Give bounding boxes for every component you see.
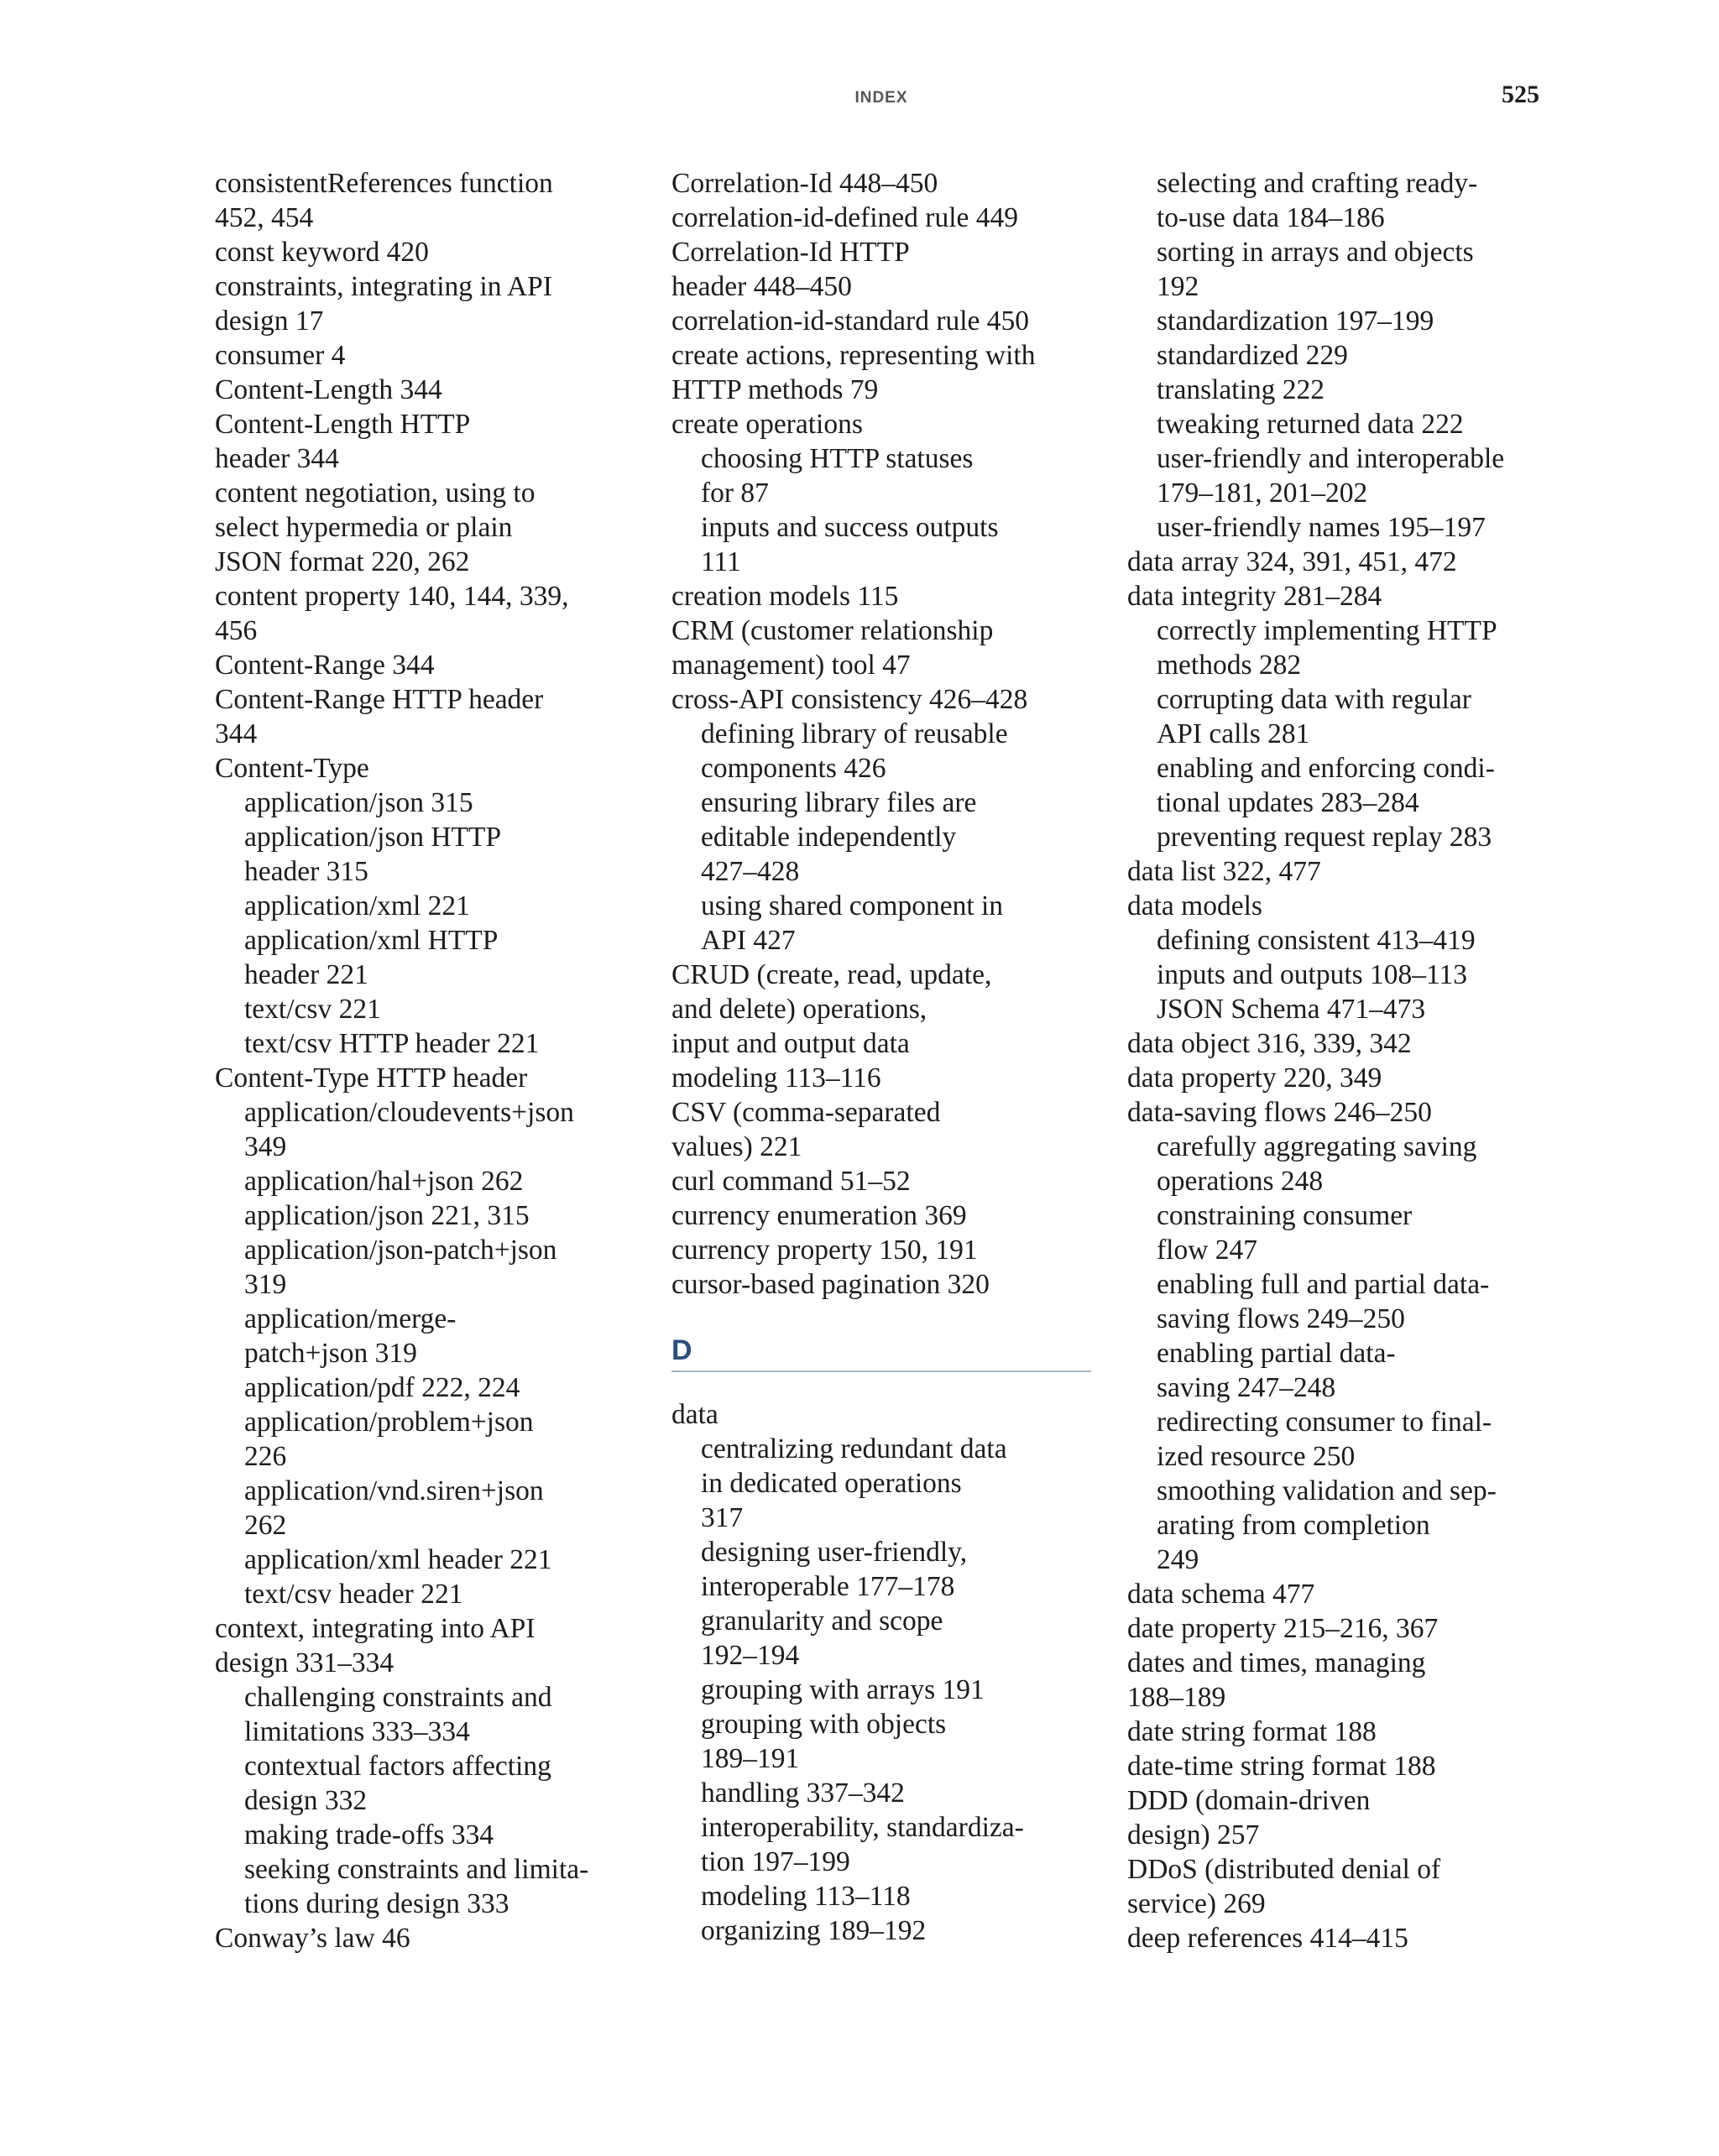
index-subentry xyxy=(671,1535,1091,1604)
index-subentry xyxy=(215,1852,635,1921)
index-subentry xyxy=(1127,958,1555,992)
index-subentry xyxy=(671,1810,1091,1879)
index-entry-line: CRUD (create, read, update, xyxy=(671,959,992,990)
index-entry xyxy=(215,751,635,786)
index-entry-line: data xyxy=(671,1399,718,1430)
index-entry xyxy=(1127,1026,1555,1061)
index-entry-line: DDD (domain-driven xyxy=(1127,1785,1371,1816)
index-entry-line: application/problem+json xyxy=(244,1407,534,1438)
index-entry-line: 456 xyxy=(215,615,258,646)
index-entry-line: application/cloudevents+json xyxy=(244,1097,574,1128)
index-entry-line: creation models 115 xyxy=(671,581,899,612)
index-entry xyxy=(1127,1921,1555,1955)
index-entry xyxy=(671,1095,1091,1164)
index-entry xyxy=(671,1198,1091,1233)
index-subentry xyxy=(671,1776,1091,1810)
index-subentry xyxy=(215,1198,635,1233)
index-entry xyxy=(215,166,635,235)
index-entry-line: text/csv 221 xyxy=(244,994,381,1025)
index-entry-line: date property 215–216, 367 xyxy=(1127,1613,1439,1644)
index-entry-line: centralizing redundant data xyxy=(701,1433,1007,1464)
index-entry-line: corrupting data with regular xyxy=(1157,684,1471,715)
index-entry-line: management) tool 47 xyxy=(671,650,911,681)
index-entry-line: design) 257 xyxy=(1127,1819,1260,1851)
index-entry-line: operations 248 xyxy=(1157,1166,1324,1197)
index-subentry xyxy=(1127,441,1555,510)
index-subentry xyxy=(215,923,635,992)
index-entry-line: 179–181, 201–202 xyxy=(1157,478,1368,509)
index-subentry xyxy=(1127,1336,1555,1405)
index-entry-line: currency enumeration 369 xyxy=(671,1200,967,1231)
index-subentry xyxy=(215,1164,635,1198)
index-entry xyxy=(671,201,1091,235)
index-subentry xyxy=(215,1577,635,1611)
index-entry-line: defining library of reusable xyxy=(701,718,1008,749)
index-entry xyxy=(1127,1611,1555,1646)
index-entry xyxy=(215,1921,635,1955)
index-entry-line: modeling 113–118 xyxy=(701,1881,911,1912)
index-entry-line: application/merge- xyxy=(244,1303,457,1334)
index-entry-line: arating from completion xyxy=(1157,1510,1430,1541)
index-subentry xyxy=(215,1233,635,1302)
index-entry xyxy=(671,304,1091,338)
index-entry-line: carefully aggregating saving xyxy=(1157,1131,1477,1162)
index-entry-line: data array 324, 391, 451, 472 xyxy=(1127,546,1457,577)
index-entry-line: application/xml 221 xyxy=(244,890,470,921)
index-entry xyxy=(215,1611,635,1680)
index-entry-line: tion 197–199 xyxy=(701,1846,850,1877)
index-entry-line: application/json-patch+json xyxy=(244,1235,557,1266)
index-subentry xyxy=(1127,751,1555,820)
index-entry-line: user-friendly and interoperable xyxy=(1157,443,1505,474)
index-entry-line: defining consistent 413–419 xyxy=(1157,925,1476,956)
index-entry-line: consumer 4 xyxy=(215,340,346,371)
index-entry xyxy=(671,235,1091,304)
index-entry-line: granularity and scope xyxy=(701,1605,943,1637)
index-entry xyxy=(1127,579,1555,613)
index-subentry xyxy=(1127,1474,1555,1577)
index-entry-line: grouping with arrays 191 xyxy=(701,1674,985,1705)
index-entry-line: enabling partial data- xyxy=(1157,1338,1396,1369)
index-entry-line: service) 269 xyxy=(1127,1888,1266,1919)
index-entry-line: application/xml HTTP xyxy=(244,925,499,956)
index-subentry xyxy=(215,1680,635,1749)
index-entry-line: CSV (comma-separated xyxy=(671,1097,941,1128)
index-entry-line: 188–189 xyxy=(1127,1682,1226,1713)
index-entry-line: select hypermedia or plain xyxy=(215,512,513,543)
index-entry xyxy=(671,1233,1091,1267)
index-entry-line: API 427 xyxy=(701,925,796,956)
index-entry-line: 349 xyxy=(244,1131,287,1162)
index-entry-line: content negotiation, using to xyxy=(215,478,536,509)
index-subentry xyxy=(215,1749,635,1818)
index-column-2 xyxy=(671,166,1091,1948)
index-entry-line: application/json HTTP xyxy=(244,822,502,853)
index-entry-line: application/vnd.siren+json xyxy=(244,1475,544,1506)
index-entry-line: cursor-based pagination 320 xyxy=(671,1269,990,1300)
index-subentry xyxy=(671,786,1091,889)
index-entry-line: components 426 xyxy=(701,753,886,784)
index-entry-line: Content-Range HTTP header xyxy=(215,684,544,715)
index-subentry xyxy=(215,1370,635,1405)
index-subentry xyxy=(1127,613,1555,682)
index-entry-line: CRM (customer relationship xyxy=(671,615,994,646)
index-entry-line: API calls 281 xyxy=(1157,718,1310,749)
index-entry-line: text/csv HTTP header 221 xyxy=(244,1028,540,1059)
index-entry-line: enabling full and partial data- xyxy=(1157,1269,1490,1300)
index-entry-line: ized resource 250 xyxy=(1157,1441,1356,1472)
index-entry xyxy=(671,1164,1091,1198)
index-entry-line: selecting and crafting ready- xyxy=(1157,168,1478,199)
index-subentry xyxy=(1127,1198,1555,1267)
index-entry-line: values) 221 xyxy=(671,1131,802,1162)
index-entry-line: 427–428 xyxy=(701,856,800,887)
index-entry xyxy=(215,235,635,269)
index-entry-line: DDoS (distributed denial of xyxy=(1127,1854,1441,1885)
index-entry-line: 317 xyxy=(701,1502,744,1533)
index-entry xyxy=(671,1397,1091,1432)
index-entry xyxy=(215,373,635,407)
index-entry-line: 192 xyxy=(1157,271,1199,302)
index-entry-line: cross-API consistency 426–428 xyxy=(671,684,1028,715)
index-entry xyxy=(671,579,1091,613)
index-entry-line: tional updates 283–284 xyxy=(1157,787,1419,818)
index-entry xyxy=(671,958,1091,1095)
index-entry xyxy=(1127,889,1555,923)
index-entry-line: saving flows 249–250 xyxy=(1157,1303,1405,1334)
index-entry-line: application/hal+json 262 xyxy=(244,1166,524,1197)
index-entry-line: 319 xyxy=(244,1269,287,1300)
index-entry-line: challenging constraints and xyxy=(244,1682,552,1713)
index-entry xyxy=(1127,1715,1555,1749)
index-entry xyxy=(215,648,635,682)
index-subentry xyxy=(671,441,1091,510)
index-subentry xyxy=(671,889,1091,958)
index-subentry xyxy=(215,1543,635,1577)
index-entry-line: JSON Schema 471–473 xyxy=(1157,994,1426,1025)
index-entry-line: 249 xyxy=(1157,1544,1199,1575)
index-entry-line: 226 xyxy=(244,1441,287,1472)
index-entry-line: input and output data xyxy=(671,1028,910,1059)
index-entry xyxy=(215,682,635,751)
index-entry-line: Conway’s law 46 xyxy=(215,1923,410,1954)
index-entry xyxy=(671,407,1091,441)
section-divider xyxy=(671,1370,1091,1372)
index-entry-line: content property 140, 144, 339, xyxy=(215,581,569,612)
index-subentry xyxy=(215,1405,635,1474)
index-subentry xyxy=(215,1818,635,1852)
index-entry-line: using shared component in xyxy=(701,890,1004,921)
index-entry-line: standardized 229 xyxy=(1157,340,1348,371)
index-entry-line: design 331–334 xyxy=(215,1647,394,1678)
index-entry-line: application/json 221, 315 xyxy=(244,1200,530,1231)
index-entry xyxy=(1127,1646,1555,1715)
index-entry-line: design 17 xyxy=(215,305,324,337)
index-entry-line: constraints, integrating in API xyxy=(215,271,552,302)
index-entry-line: header 315 xyxy=(244,856,368,887)
index-entry xyxy=(215,579,635,648)
index-subentry xyxy=(215,820,635,889)
index-entry-line: inputs and success outputs xyxy=(701,512,999,543)
index-entry-line: making trade-offs 334 xyxy=(244,1819,494,1851)
index-entry-line: designing user-friendly, xyxy=(701,1537,968,1568)
index-entry-line: user-friendly names 195–197 xyxy=(1157,512,1486,543)
index-entry-line: saving 247–248 xyxy=(1157,1372,1336,1403)
index-entry-line: ensuring library files are xyxy=(701,787,977,818)
index-entry xyxy=(215,269,635,338)
index-entry-line: seeking constraints and limita- xyxy=(244,1854,589,1885)
index-subentry xyxy=(1127,1267,1555,1336)
index-entry-line: Content-Length 344 xyxy=(215,374,442,405)
index-subentry xyxy=(215,1095,635,1164)
index-subentry xyxy=(671,1913,1091,1948)
index-entry-line: modeling 113–116 xyxy=(671,1062,881,1094)
index-entry-line: header 344 xyxy=(215,443,339,474)
index-entry-line: patch+json 319 xyxy=(244,1338,417,1369)
index-entry-line: curl command 51–52 xyxy=(671,1166,911,1197)
index-entry-line: data models xyxy=(1127,890,1262,921)
index-subentry xyxy=(671,1604,1091,1673)
index-entry-line: create operations xyxy=(671,409,863,440)
index-entry-line: inputs and outputs 108–113 xyxy=(1157,959,1468,990)
index-entry-line: create actions, representing with xyxy=(671,340,1036,371)
index-entry-line: data object 316, 339, 342 xyxy=(1127,1028,1412,1059)
index-entry-line: Content-Type xyxy=(215,753,369,784)
index-entry-line: header 221 xyxy=(244,959,368,990)
index-subentry xyxy=(215,889,635,923)
index-entry xyxy=(671,166,1091,201)
index-subentry xyxy=(671,1707,1091,1776)
index-entry-line: Correlation-Id 448–450 xyxy=(671,168,938,199)
index-entry-line: editable independently xyxy=(701,822,957,853)
index-entry xyxy=(1127,1061,1555,1095)
index-subentry xyxy=(215,1026,635,1061)
index-entry-line: tions during design 333 xyxy=(244,1888,509,1919)
index-subentry xyxy=(671,510,1091,579)
index-entry-line: application/json 315 xyxy=(244,787,473,818)
index-subentry xyxy=(1127,235,1555,304)
index-entry-line: Correlation-Id HTTP xyxy=(671,237,910,268)
index-entry-line: context, integrating into API xyxy=(215,1613,536,1644)
index-entry-line: correlation-id-defined rule 449 xyxy=(671,202,1018,233)
index-entry-line: consistentReferences function xyxy=(215,168,553,199)
index-entry-line: interoperability, standardiza- xyxy=(701,1812,1024,1843)
index-subentry xyxy=(671,1879,1091,1913)
index-entry-line: design 332 xyxy=(244,1785,368,1816)
index-entry-line: data-saving flows 246–250 xyxy=(1127,1097,1432,1128)
index-entry-line: and delete) operations, xyxy=(671,994,927,1025)
index-entry-line: header 448–450 xyxy=(671,271,852,302)
index-column-3 xyxy=(1127,166,1555,1955)
index-subentry xyxy=(1127,1405,1555,1474)
index-entry-line: JSON format 220, 262 xyxy=(215,546,470,577)
section-letter: D xyxy=(671,1334,692,1366)
index-entry xyxy=(1127,1095,1555,1130)
index-entry-line: translating 222 xyxy=(1157,374,1325,405)
index-entry-line: Content-Length HTTP xyxy=(215,409,471,440)
index-entry-line: date string format 188 xyxy=(1127,1716,1377,1747)
index-subentry xyxy=(1127,820,1555,854)
index-entry xyxy=(1127,1749,1555,1783)
index-subentry xyxy=(1127,373,1555,407)
index-entry-line: application/xml header 221 xyxy=(244,1544,552,1575)
index-entry-line: data list 322, 477 xyxy=(1127,856,1321,887)
index-subentry xyxy=(215,1474,635,1543)
index-entry xyxy=(671,1267,1091,1302)
index-entry xyxy=(1127,1577,1555,1611)
index-entry-line: flow 247 xyxy=(1157,1235,1258,1266)
index-entry-line: preventing request replay 283 xyxy=(1157,822,1492,853)
index-entry xyxy=(1127,1783,1555,1852)
index-subentry xyxy=(215,786,635,820)
index-column-1 xyxy=(215,166,635,1955)
index-subentry xyxy=(671,1673,1091,1707)
index-entry xyxy=(1127,854,1555,889)
index-subentry xyxy=(1127,923,1555,958)
index-subentry xyxy=(215,992,635,1026)
index-subentry xyxy=(1127,407,1555,441)
index-entry-line: 452, 454 xyxy=(215,202,314,233)
index-entry-line: smoothing validation and sep- xyxy=(1157,1475,1497,1506)
index-entry-line: 344 xyxy=(215,718,258,749)
index-entry-line: data integrity 281–284 xyxy=(1127,581,1382,612)
index-entry-line: Content-Range 344 xyxy=(215,650,435,681)
index-entry-line: enabling and enforcing condi- xyxy=(1157,753,1495,784)
index-entry-line: methods 282 xyxy=(1157,650,1302,681)
index-subentry xyxy=(671,717,1091,786)
index-entry xyxy=(215,407,635,476)
index-entry-line: tweaking returned data 222 xyxy=(1157,409,1464,440)
index-entry-line: redirecting consumer to final- xyxy=(1157,1407,1492,1438)
index-entry-line: to-use data 184–186 xyxy=(1157,202,1385,233)
index-entry xyxy=(671,682,1091,717)
index-entry-line: organizing 189–192 xyxy=(701,1915,927,1946)
index-entry-line: data schema 477 xyxy=(1127,1579,1315,1610)
index-entry-line: text/csv header 221 xyxy=(244,1579,463,1610)
running-head: INDEX xyxy=(854,89,908,107)
index-subentry xyxy=(1127,338,1555,373)
index-entry-line: 262 xyxy=(244,1510,287,1541)
index-entry-line: currency property 150, 191 xyxy=(671,1235,978,1266)
index-entry-line: dates and times, managing xyxy=(1127,1647,1426,1678)
index-subentry xyxy=(215,1302,635,1370)
index-subentry xyxy=(1127,304,1555,338)
index-entry-line: 192–194 xyxy=(701,1640,800,1671)
index-subentry xyxy=(1127,682,1555,751)
index-entry-line: constraining consumer xyxy=(1157,1200,1413,1231)
index-entry xyxy=(215,476,635,579)
index-entry-line: 111 xyxy=(701,546,741,577)
index-subentry xyxy=(1127,992,1555,1026)
index-entry xyxy=(1127,545,1555,579)
index-entry xyxy=(215,338,635,373)
index-entry-line: grouping with objects xyxy=(701,1709,947,1740)
index-entry-line: sorting in arrays and objects xyxy=(1157,237,1474,268)
index-entry-line: deep references 414–415 xyxy=(1127,1923,1408,1954)
index-entry-line: limitations 333–334 xyxy=(244,1716,470,1747)
index-entry-line: handling 337–342 xyxy=(701,1778,905,1809)
index-entry-line: date-time string format 188 xyxy=(1127,1751,1436,1782)
index-subentry xyxy=(1127,166,1555,235)
index-entry-line: const keyword 420 xyxy=(215,237,429,268)
index-entry-line: 189–191 xyxy=(701,1743,800,1774)
index-entry-line: choosing HTTP statuses xyxy=(701,443,974,474)
index-subentry xyxy=(1127,1130,1555,1198)
index-entry-line: standardization 197–199 xyxy=(1157,305,1434,337)
index-entry-line: application/pdf 222, 224 xyxy=(244,1372,520,1403)
index-entry xyxy=(671,613,1091,682)
index-entry xyxy=(215,1061,635,1095)
index-entry-line: in dedicated operations xyxy=(701,1468,962,1499)
index-entry-line: Content-Type HTTP header xyxy=(215,1062,528,1094)
index-entry-line: interoperable 177–178 xyxy=(701,1571,955,1602)
index-entry-line: correlation-id-standard rule 450 xyxy=(671,305,1030,337)
index-entry-line: HTTP methods 79 xyxy=(671,374,879,405)
page-number: 525 xyxy=(1502,81,1539,108)
index-entry xyxy=(1127,1852,1555,1921)
index-entry-line: correctly implementing HTTP xyxy=(1157,615,1497,646)
index-entry-line: data property 220, 349 xyxy=(1127,1062,1382,1094)
index-entry-line: contextual factors affecting xyxy=(244,1751,551,1782)
index-entry xyxy=(671,338,1091,407)
index-subentry xyxy=(671,1432,1091,1535)
index-subentry xyxy=(1127,510,1555,545)
index-entry-line: for 87 xyxy=(701,478,769,509)
